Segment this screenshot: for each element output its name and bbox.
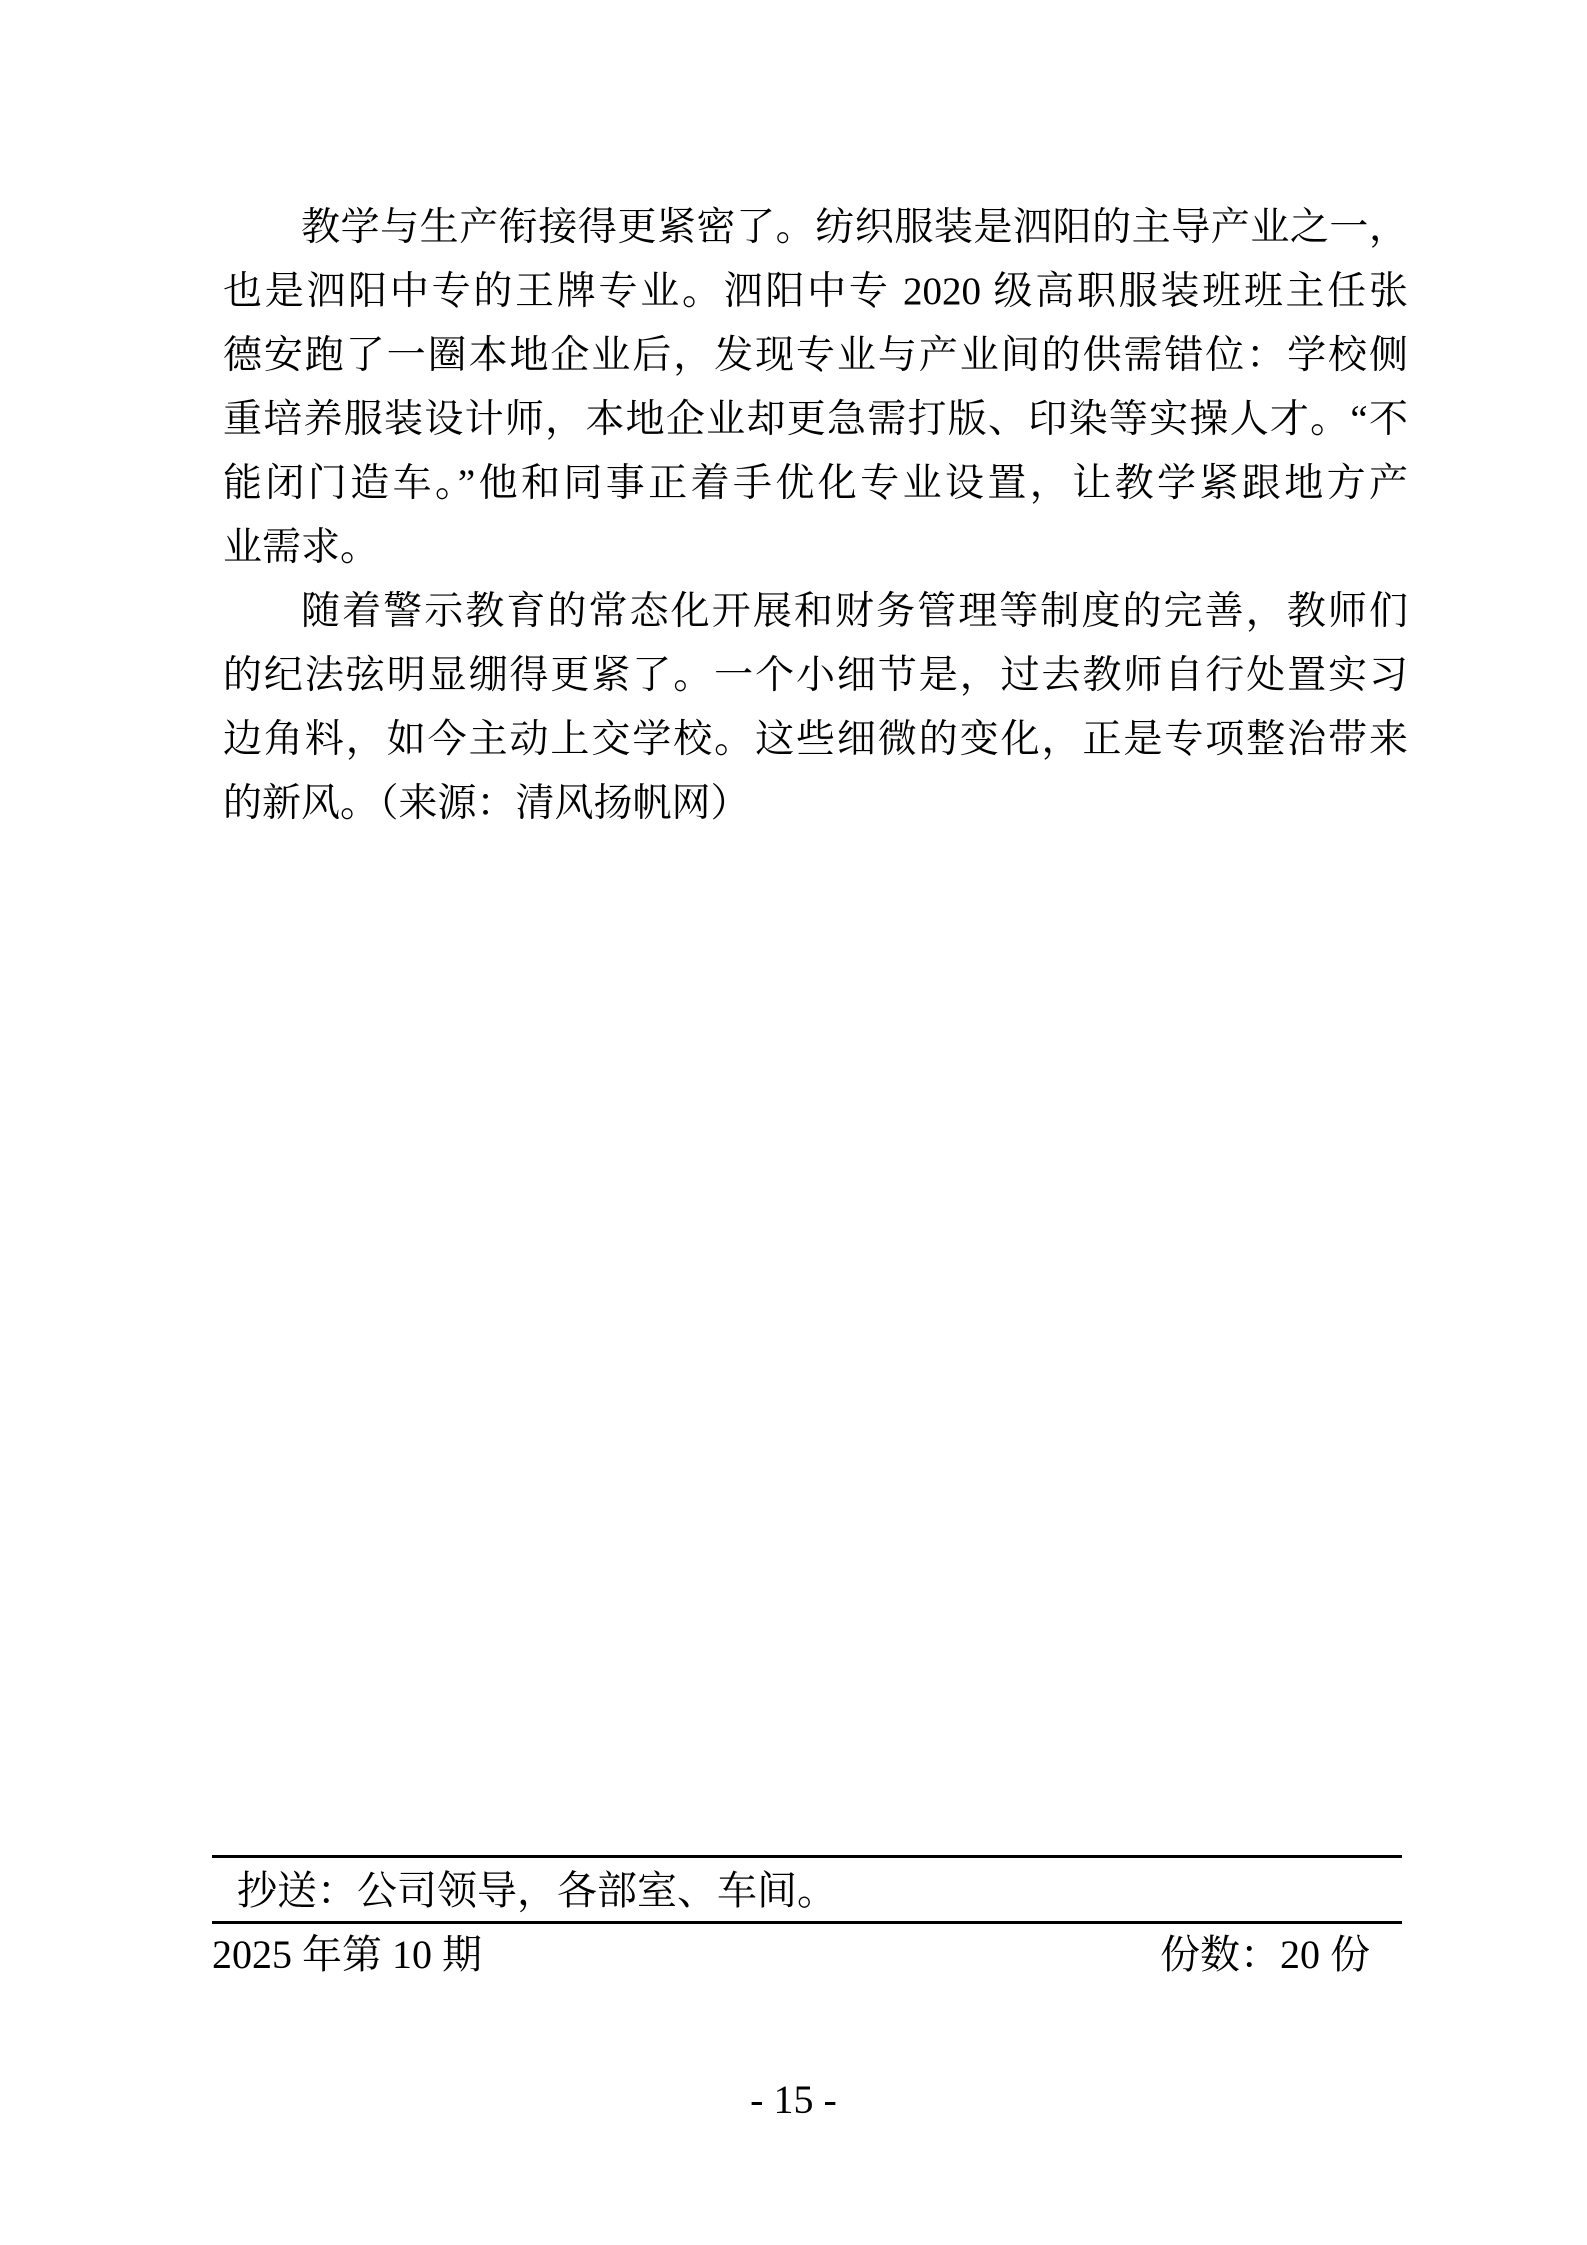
body-text [223, 196, 1408, 836]
body-text-line: 随着警示教育的常态化开展和财务管理等制度的完善，教师们 [301, 590, 1408, 633]
issue-number: 2025 年第 10 期 [212, 1932, 482, 1977]
copy-to-line: 抄送：公司领导，各部室、车间。 [237, 1868, 837, 1913]
body-text-line: 教学与生产衔接得更紧密了。纺织服装是泗阳的主导产业之一， [301, 206, 1408, 249]
body-text-line: 边角料，如今主动上交学校。这些细微的变化，正是专项整治带来 [223, 718, 1408, 761]
issue-row [212, 1926, 1402, 1984]
body-text-line: 的新风。（来源：清风扬帆网） [223, 782, 750, 825]
copies-count: 份数：20 份 [1160, 1932, 1370, 1977]
footer-middle-rule [212, 1921, 1402, 1924]
body-text-line: 重培养服装设计师，本地企业却更急需打版、印染等实操人才。“不 [223, 398, 1408, 441]
body-text-line: 的纪法弦明显绷得更紧了。一个小细节是，过去教师自行处置实习 [223, 654, 1408, 697]
body-text-line: 能闭门造车。”他和同事正着手优化专业设置，让教学紧跟地方产 [223, 462, 1408, 505]
body-text-line: 业需求。 [223, 526, 380, 569]
body-text-line: 也是泗阳中专的王牌专业。泗阳中专 2020 级高职服装班班主任张 [223, 270, 1408, 313]
body-text-line: 德安跑了一圈本地企业后，发现专业与产业间的供需错位：学校侧 [223, 334, 1408, 377]
footer-top-rule [212, 1855, 1402, 1858]
page-number: - 15 - [750, 2077, 837, 2122]
